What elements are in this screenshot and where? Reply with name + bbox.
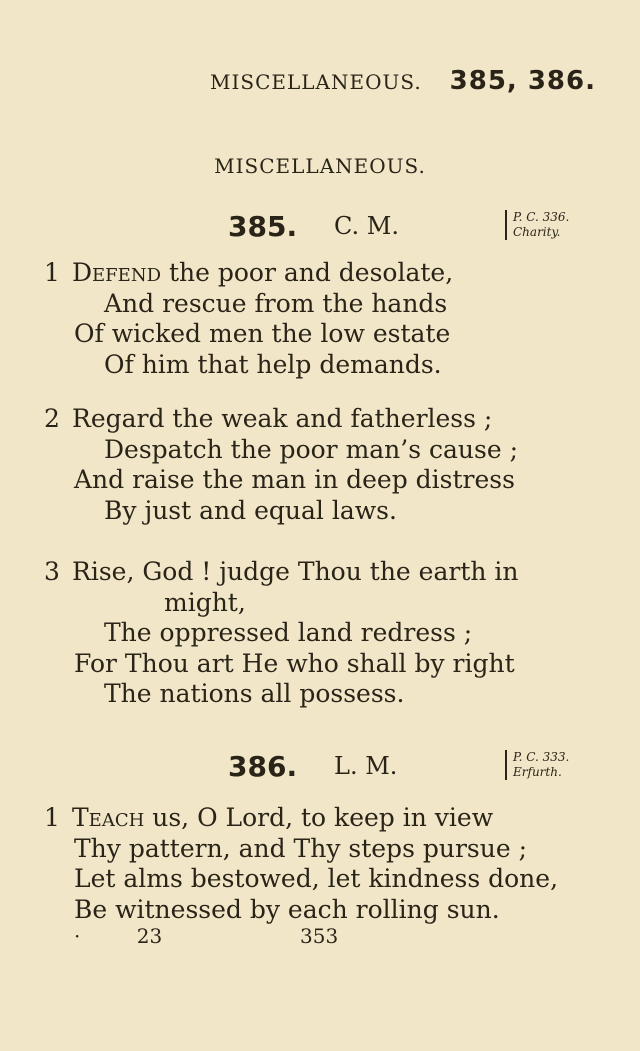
stanza-1 xyxy=(44,258,604,380)
hymn-number: 385. xyxy=(228,210,298,243)
verse-line xyxy=(44,557,604,588)
verse-line xyxy=(44,258,604,289)
verse-line: The nations all possess. xyxy=(104,679,405,708)
verse-line: Be witnessed by each rolling sun. xyxy=(74,894,500,924)
verse-line-continuation: might, xyxy=(164,587,246,617)
stanza-3 xyxy=(44,557,604,710)
line-text: the poor and desolate, xyxy=(161,258,454,287)
hymn-386-header xyxy=(0,750,640,790)
line-text: us, O Lord, to keep in view xyxy=(144,803,494,832)
running-head xyxy=(210,66,596,96)
verse-line: And rescue from the hands xyxy=(104,288,448,318)
hymn-meter: C. M. xyxy=(334,212,399,240)
verse-line: Let alms bestowed, let kindness done, xyxy=(74,864,559,893)
tune-ref: P. C. 333. xyxy=(513,750,570,764)
tune-reference xyxy=(505,750,569,780)
line-text: Rise, God ! judge Thou the earth in xyxy=(72,557,519,586)
first-word: Defend xyxy=(72,258,161,287)
section-title: MISCELLANEOUS. xyxy=(214,154,426,178)
verse-line: The oppressed land redress ; xyxy=(104,618,473,647)
verse-line xyxy=(44,803,604,834)
verse-line: And raise the man in deep distress xyxy=(74,465,515,494)
first-word: Teach xyxy=(72,803,145,832)
page-number: 353 xyxy=(300,924,339,948)
hymn-385-header xyxy=(0,210,640,250)
stanza-number: 2 xyxy=(44,404,60,433)
stanza-2 xyxy=(44,404,604,526)
stanza-1 xyxy=(44,803,604,925)
stanza-number: 1 xyxy=(44,803,60,832)
verse-line xyxy=(44,404,604,435)
running-head-pages: 385, 386. xyxy=(449,66,596,96)
tune-name: Erfurth. xyxy=(513,765,562,779)
signature-mark: 23 xyxy=(136,924,163,948)
hymn-number: 386. xyxy=(228,750,298,783)
verse-line: Thy pattern, and Thy steps pursue ; xyxy=(74,833,527,863)
signature-dot: · xyxy=(74,924,81,948)
stanza-number: 1 xyxy=(44,258,60,287)
hymn-meter: L. M. xyxy=(334,752,398,780)
tune-reference xyxy=(505,210,569,240)
stanza-number: 3 xyxy=(44,557,60,586)
tune-ref: P. C. 336. xyxy=(513,210,570,224)
verse-line: Despatch the poor man’s cause ; xyxy=(104,434,519,464)
verse-line: Of wicked men the low estate xyxy=(74,319,451,348)
verse-line: Of him that help demands. xyxy=(104,349,442,379)
verse-line: By just and equal laws. xyxy=(104,495,397,525)
tune-name: Charity. xyxy=(513,225,561,239)
running-head-section: MISCELLANEOUS. xyxy=(210,70,422,94)
page-footer xyxy=(74,924,339,948)
verse-line: For Thou art He who shall by right xyxy=(74,648,515,678)
line-text: Regard the weak and fatherless ; xyxy=(72,404,493,433)
